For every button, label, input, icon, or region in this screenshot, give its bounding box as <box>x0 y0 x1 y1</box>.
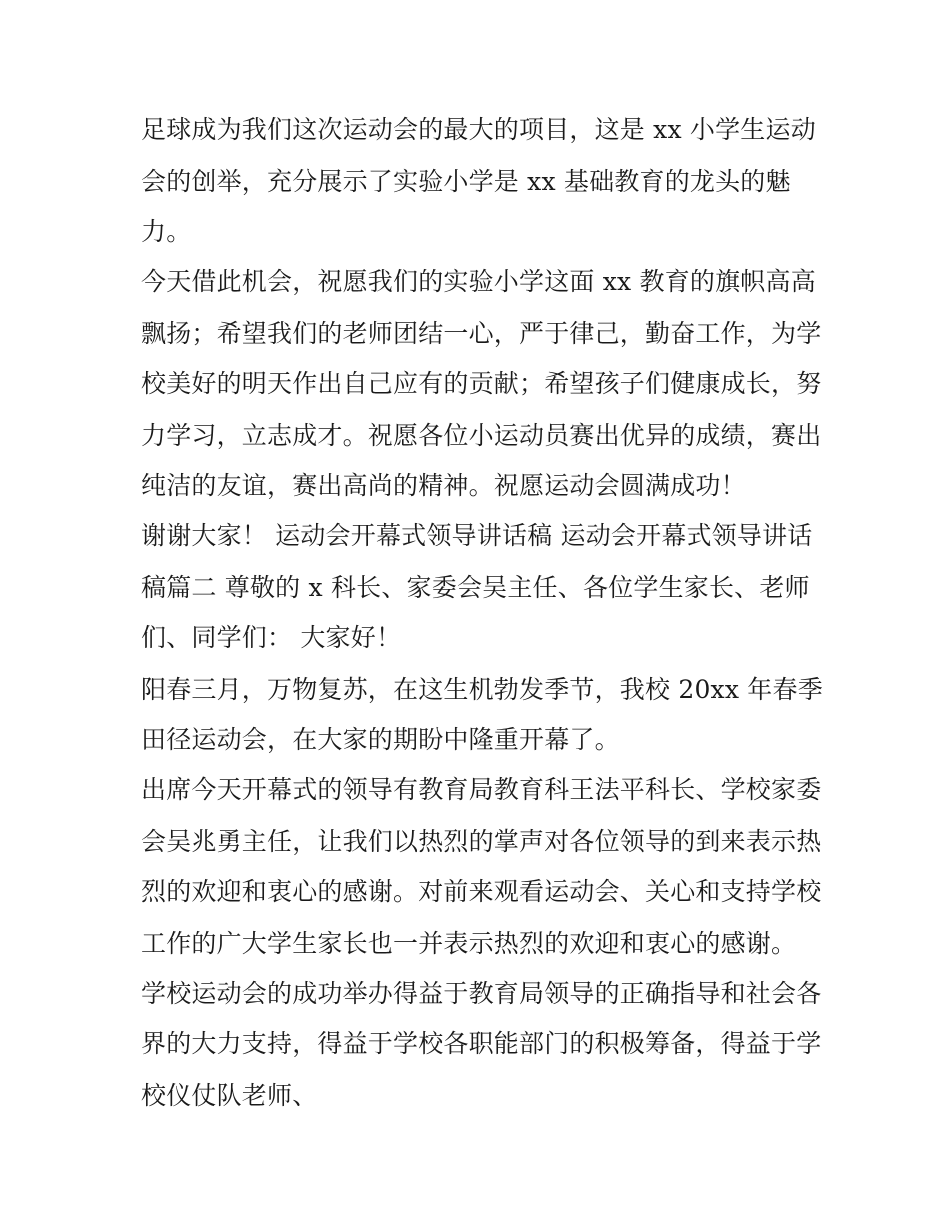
text-line: 纯洁的友谊，赛出高尚的精神。祝愿运动会圆满成功！ <box>141 471 746 500</box>
text-line: 今天借此机会，祝愿我们的实验小学这面 xx 教育的旗帜高高 <box>141 267 816 296</box>
text-line: 校美好的明天作出自己应有的贡献；希望孩子们健康成长，努 <box>141 369 822 398</box>
text-line: 们、同学们： 大家好！ <box>141 623 402 652</box>
text-line: 工作的广大学生家长也一并表示热烈的欢迎和衷心的感谢。 <box>141 929 797 958</box>
text-line: 校仪仗队老师、 <box>141 1081 318 1110</box>
text-line: 飘扬；希望我们的老师团结一心，严于律己，勤奋工作，为学 <box>141 319 822 348</box>
text-line: 力。 <box>141 217 192 246</box>
text-line: 力学习，立志成才。祝愿各位小运动员赛出优异的成绩，赛出 <box>141 421 822 450</box>
text-line: 稿篇二 尊敬的 x 科长、家委会吴主任、各位学生家长、老师 <box>141 573 810 602</box>
text-line: 会吴兆勇主任，让我们以热烈的掌声对各位领导的到来表示热 <box>141 827 822 856</box>
text-line: 学校运动会的成功举办得益于教育局领导的正确指导和社会各 <box>141 979 822 1008</box>
text-line: 谢谢大家！ 运动会开幕式领导讲话稿 运动会开幕式领导讲话 <box>141 521 813 550</box>
text-line: 足球成为我们这次运动会的最大的项目，这是 xx 小学生运动 <box>141 115 816 144</box>
text-line: 出席今天开幕式的领导有教育局教育科王法平科长、学校家委 <box>141 775 822 804</box>
text-line: 界的大力支持，得益于学校各职能部门的积极筹备，得益于学 <box>141 1029 822 1058</box>
text-line: 烈的欢迎和衷心的感谢。对前来观看运动会、关心和支持学校 <box>141 877 822 906</box>
text-line: 田径运动会，在大家的期盼中隆重开幕了。 <box>141 725 620 754</box>
text-line: 会的创举，充分展示了实验小学是 xx 基础教育的龙头的魅 <box>141 167 791 196</box>
text-line: 阳春三月，万物复苏，在这生机勃发季节，我校 20xx 年春季 <box>141 675 823 704</box>
